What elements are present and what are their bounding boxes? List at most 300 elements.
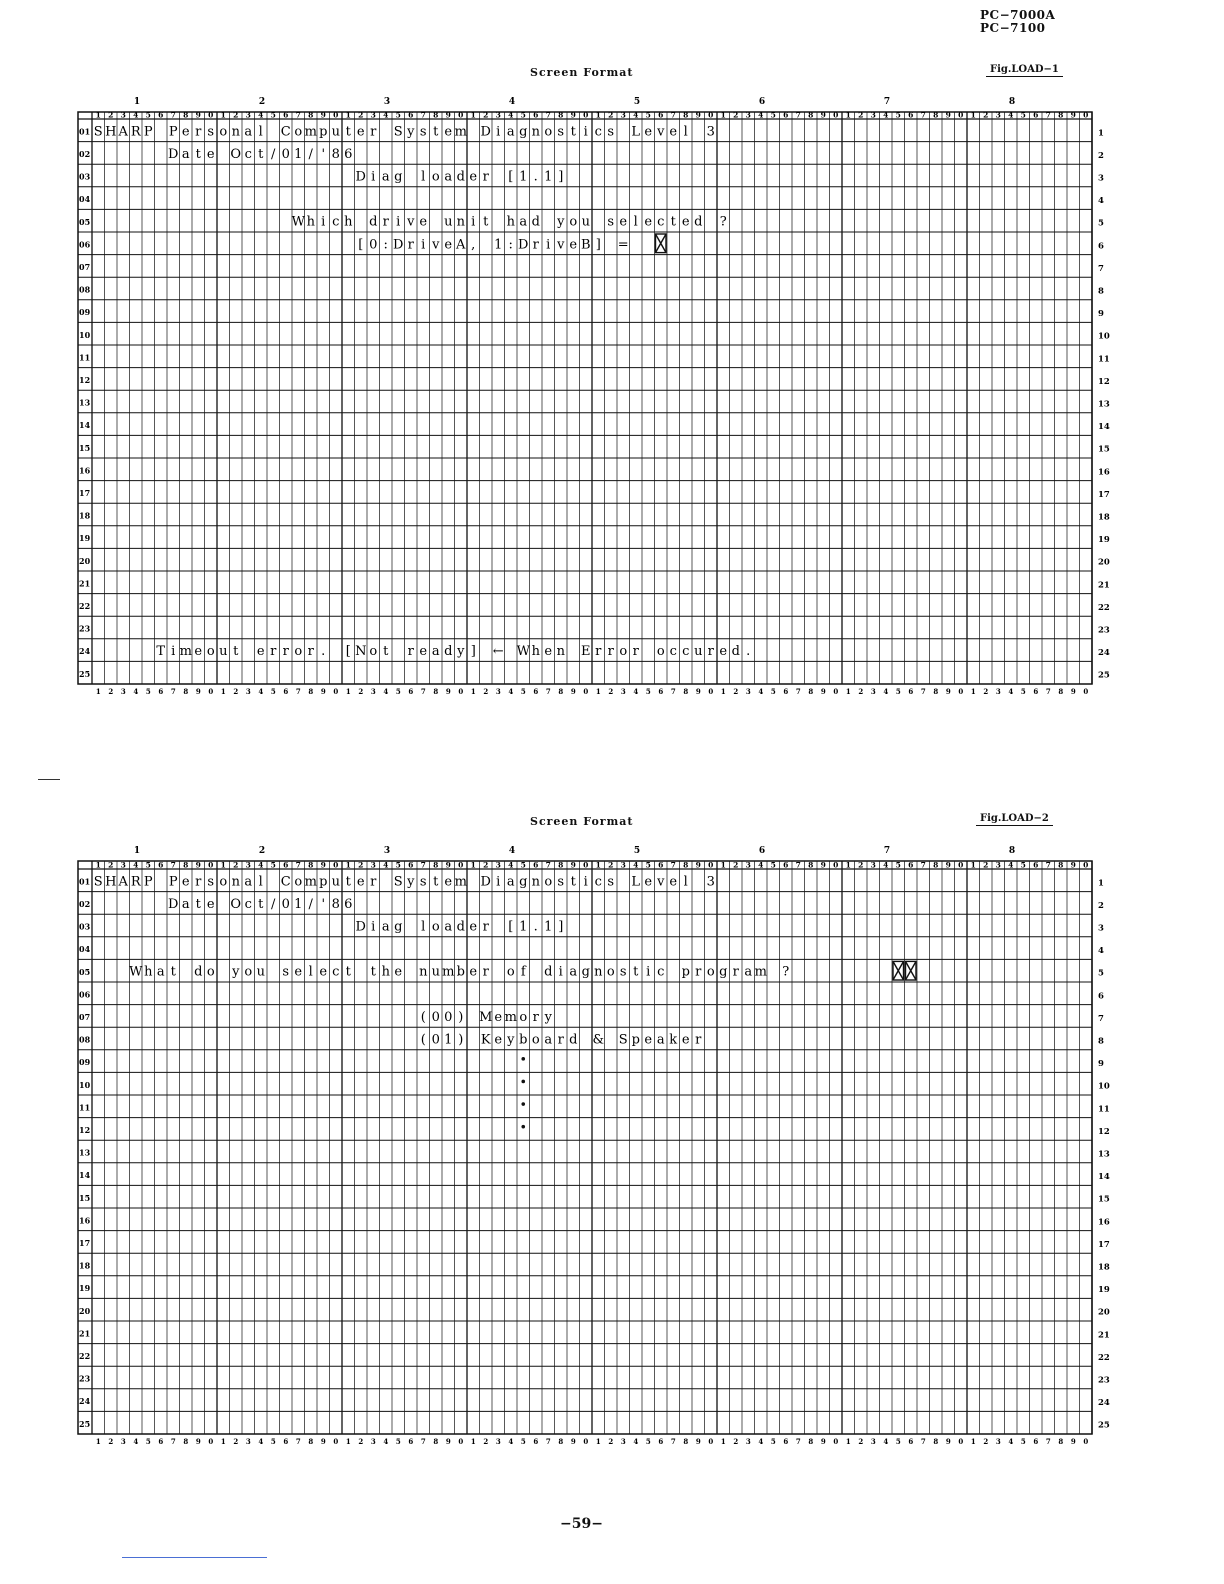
bottom-col-digit: 3 xyxy=(620,1437,626,1446)
screen-char: l xyxy=(258,874,263,890)
screen-char: o xyxy=(506,964,515,980)
col-digit: 6 xyxy=(1033,110,1039,120)
bottom-col-digit: 0 xyxy=(833,1437,839,1446)
col-digit: 3 xyxy=(120,860,126,870)
screen-char: v xyxy=(657,124,665,140)
screen-char: r xyxy=(532,1009,539,1025)
screen-char: A xyxy=(118,124,128,140)
screen-char: m xyxy=(454,124,467,140)
screen-char: s xyxy=(607,214,615,230)
bottom-col-digit: 6 xyxy=(658,1437,664,1446)
bottom-col-digit: 4 xyxy=(258,687,264,696)
bottom-col-digit: 0 xyxy=(458,687,464,696)
screen-char: H xyxy=(105,874,117,890)
screen-char: o xyxy=(294,874,303,890)
screen-char: e xyxy=(181,874,190,890)
screen-char: t xyxy=(258,146,264,162)
screen-char: W xyxy=(129,964,143,980)
row-label: 01 xyxy=(79,126,91,137)
bottom-col-digit: 9 xyxy=(570,687,576,696)
bottom-col-digit: 9 xyxy=(445,1437,451,1446)
screen-char: r xyxy=(632,644,639,660)
screen-char: a xyxy=(744,964,753,980)
col-digit: 6 xyxy=(1033,860,1039,870)
screen-char: e xyxy=(644,214,653,230)
col-digit: 5 xyxy=(1020,860,1026,870)
bottom-col-digit: 2 xyxy=(108,1437,114,1446)
screen-char: D xyxy=(393,237,404,253)
bottom-col-digit: 9 xyxy=(320,1437,326,1446)
col-digit: 9 xyxy=(1070,110,1076,120)
right-row-label: 18 xyxy=(1098,512,1110,523)
bottom-col-digit: 8 xyxy=(933,687,939,696)
col-digit: 9 xyxy=(445,110,451,120)
screen-char: . xyxy=(746,644,751,660)
col-digit: 0 xyxy=(208,860,214,870)
col-digit: 6 xyxy=(283,860,289,870)
screen-char: t xyxy=(195,896,201,912)
screen-char: i xyxy=(583,124,588,140)
screen-char: h xyxy=(381,964,390,980)
screen-char: s xyxy=(207,124,215,140)
bottom-col-digit: 8 xyxy=(433,1437,439,1446)
bottom-col-digit: 7 xyxy=(545,1437,551,1446)
row-label: 08 xyxy=(79,284,91,295)
tens-label: 6 xyxy=(758,97,766,107)
col-digit: 0 xyxy=(333,860,339,870)
bottom-col-digit: 5 xyxy=(895,1437,901,1446)
screen-char: a xyxy=(544,1032,553,1048)
screen-char: f xyxy=(520,964,526,980)
tens-label: 5 xyxy=(633,846,641,856)
screen-char: g xyxy=(581,964,590,980)
screen-char: i xyxy=(546,237,551,253)
right-row-label: 19 xyxy=(1098,1285,1110,1296)
col-digit: 0 xyxy=(333,110,339,120)
screen-char: 3 xyxy=(706,124,715,140)
screen-char: y xyxy=(407,124,415,140)
col-digit: 9 xyxy=(1070,860,1076,870)
col-digit: 3 xyxy=(370,860,376,870)
bottom-col-digit: 5 xyxy=(145,1437,151,1446)
screen-char: m xyxy=(179,644,192,660)
screen-char: l xyxy=(258,124,263,140)
col-digit: 1 xyxy=(220,110,226,120)
screen-char: h xyxy=(144,964,153,980)
col-digit: 3 xyxy=(620,110,626,120)
right-row-label: 20 xyxy=(1098,557,1110,568)
screen-char: & xyxy=(592,1032,605,1048)
col-digit: 4 xyxy=(133,110,139,120)
screen-char: o xyxy=(569,214,578,230)
tens-label: 8 xyxy=(1008,97,1016,107)
bottom-col-digit: 3 xyxy=(495,1437,501,1446)
screen-char: n xyxy=(419,964,428,980)
col-digit: 6 xyxy=(533,110,539,120)
footer-rule xyxy=(122,1557,267,1558)
row-label: 23 xyxy=(79,1373,91,1384)
bottom-col-digit: 5 xyxy=(1020,687,1026,696)
screen-char: t xyxy=(433,124,439,140)
screen-char: p xyxy=(319,124,328,140)
row-label: 16 xyxy=(79,1215,91,1226)
screen-char: p xyxy=(319,874,328,890)
col-digit: 0 xyxy=(833,860,839,870)
screen-char: M xyxy=(479,1009,493,1025)
col-digit: 1 xyxy=(595,110,601,120)
screen-char: e xyxy=(444,124,453,140)
screen-char: D xyxy=(168,896,179,912)
col-digit: 1 xyxy=(470,110,476,120)
bottom-col-digit: 8 xyxy=(558,1437,564,1446)
bottom-col-digit: 0 xyxy=(583,1437,589,1446)
grid-frame xyxy=(78,861,1092,1434)
col-digit: 7 xyxy=(295,110,301,120)
bottom-col-digit: 2 xyxy=(233,687,239,696)
bottom-col-digit: 8 xyxy=(808,1437,814,1446)
col-digit: 8 xyxy=(683,110,689,120)
bottom-col-digit: 8 xyxy=(1058,687,1064,696)
bottom-col-digit: 0 xyxy=(1083,687,1089,696)
col-digit: 4 xyxy=(1008,110,1014,120)
col-digit: 4 xyxy=(633,860,639,870)
col-digit: 3 xyxy=(370,110,376,120)
sheet-2-fig-label: Fig.LOAD−2 xyxy=(976,813,1053,826)
right-row-label: 17 xyxy=(1098,1239,1110,1250)
screen-char: t xyxy=(170,964,176,980)
col-digit: 2 xyxy=(983,860,989,870)
screen-char: 8 xyxy=(331,146,340,162)
screen-char: h xyxy=(344,214,353,230)
bottom-col-digit: 7 xyxy=(295,687,301,696)
bottom-col-digit: 5 xyxy=(270,687,276,696)
screen-char: 3 xyxy=(706,874,715,890)
row-label: 13 xyxy=(79,1147,91,1158)
row-label: 04 xyxy=(79,944,91,955)
col-digit: 3 xyxy=(495,110,501,120)
bottom-col-digit: 7 xyxy=(795,1437,801,1446)
screen-char: 0 xyxy=(281,896,290,912)
bottom-col-digit: 9 xyxy=(695,1437,701,1446)
bottom-col-digit: 6 xyxy=(1033,687,1039,696)
row-label: 15 xyxy=(79,442,91,453)
row-label: 11 xyxy=(79,1102,91,1113)
bottom-col-digit: 1 xyxy=(970,687,976,696)
screen-char: y xyxy=(544,1009,552,1025)
row-label: 12 xyxy=(79,374,91,385)
screen-char: i xyxy=(558,964,563,980)
col-digit: 6 xyxy=(408,110,414,120)
screen-char: e xyxy=(644,874,653,890)
bottom-col-digit: 2 xyxy=(858,687,864,696)
screen-char: ] xyxy=(558,169,564,185)
screen-char: s xyxy=(557,124,565,140)
col-digit: 8 xyxy=(683,860,689,870)
screen-char: r xyxy=(370,874,377,890)
screen-char: i xyxy=(371,169,376,185)
right-row-label: 9 xyxy=(1098,1059,1104,1070)
bottom-col-digit: 8 xyxy=(808,687,814,696)
row-label: 14 xyxy=(79,1170,91,1181)
col-digit: 4 xyxy=(133,860,139,870)
screen-char: S xyxy=(93,874,103,890)
screen-char: e xyxy=(469,919,478,935)
bottom-col-digit: 9 xyxy=(195,1437,201,1446)
right-row-label: 1 xyxy=(1098,878,1104,889)
screen-char: i xyxy=(496,124,501,140)
screen-char: r xyxy=(595,644,602,660)
sheet-2-title: Screen Format xyxy=(530,815,634,828)
screen-char: c xyxy=(244,896,252,912)
screen-char: D xyxy=(480,124,491,140)
bottom-col-digit: 0 xyxy=(708,1437,714,1446)
bottom-col-digit: 6 xyxy=(658,687,664,696)
screen-char: T xyxy=(156,644,166,660)
col-digit: 1 xyxy=(220,860,226,870)
bottom-col-digit: 5 xyxy=(770,687,776,696)
col-digit: 7 xyxy=(920,860,926,870)
bottom-col-digit: 9 xyxy=(1070,687,1076,696)
screen-char: t xyxy=(345,124,351,140)
row-label: 14 xyxy=(79,420,91,431)
row-label: 02 xyxy=(79,148,91,159)
screen-char: [ xyxy=(345,644,351,660)
continuation-dot xyxy=(521,1125,525,1129)
bottom-col-digit: 3 xyxy=(370,1437,376,1446)
screen-char: 0 xyxy=(369,237,378,253)
screen-char: ? xyxy=(719,214,727,230)
bottom-col-digit: 6 xyxy=(908,687,914,696)
col-digit: 3 xyxy=(995,860,1001,870)
bottom-col-digit: 4 xyxy=(508,687,514,696)
screen-char: e xyxy=(719,644,728,660)
screen-char: o xyxy=(544,124,553,140)
model-number-1: PC−7000A xyxy=(980,8,1056,22)
screen-char: s xyxy=(207,874,215,890)
screen-char: r xyxy=(382,214,389,230)
screen-char: h xyxy=(506,214,515,230)
col-digit: 8 xyxy=(933,860,939,870)
bottom-col-digit: 0 xyxy=(458,1437,464,1446)
screen-char: C xyxy=(280,874,291,890)
col-digit: 6 xyxy=(908,110,914,120)
col-digit: 6 xyxy=(658,860,664,870)
screen-char: D xyxy=(518,237,529,253)
col-digit: 5 xyxy=(395,110,401,120)
bottom-col-digit: 2 xyxy=(233,1437,239,1446)
bottom-col-digit: 7 xyxy=(295,1437,301,1446)
screen-char: 6 xyxy=(344,146,353,162)
col-digit: 7 xyxy=(295,860,301,870)
bottom-col-digit: 3 xyxy=(870,687,876,696)
row-label: 22 xyxy=(79,600,91,611)
screen-char: 0 xyxy=(431,1009,440,1025)
bottom-col-digit: 1 xyxy=(845,1437,851,1446)
screen-char: c xyxy=(669,644,677,660)
screen-char: s xyxy=(282,964,290,980)
screen-char: a xyxy=(506,124,515,140)
right-row-label: 6 xyxy=(1098,241,1104,252)
col-digit: 1 xyxy=(345,860,351,870)
screen-char: c xyxy=(682,644,690,660)
bottom-col-digit: 0 xyxy=(708,687,714,696)
bottom-col-digit: 0 xyxy=(208,1437,214,1446)
tens-label: 7 xyxy=(883,846,891,856)
col-digit: 2 xyxy=(358,110,364,120)
bottom-col-digit: 0 xyxy=(208,687,214,696)
col-digit: 6 xyxy=(783,860,789,870)
col-digit: 5 xyxy=(1020,110,1026,120)
col-digit: 1 xyxy=(845,860,851,870)
screen-char: o xyxy=(656,644,665,660)
bottom-col-digit: 6 xyxy=(908,1437,914,1446)
screen-char: o xyxy=(294,124,303,140)
col-digit: 3 xyxy=(870,860,876,870)
screen-char: o xyxy=(206,644,215,660)
row-label: 04 xyxy=(79,194,91,205)
screen-char: b xyxy=(456,964,465,980)
row-label: 24 xyxy=(79,1396,91,1407)
col-digit: 4 xyxy=(883,110,889,120)
bottom-col-digit: 4 xyxy=(258,1437,264,1446)
bottom-col-digit: 1 xyxy=(595,1437,601,1446)
screen-char: l xyxy=(308,964,313,980)
screen-char: y xyxy=(232,964,240,980)
bottom-col-digit: 5 xyxy=(895,687,901,696)
screen-char: e xyxy=(569,237,578,253)
screen-char: n xyxy=(456,214,465,230)
screen-char: a xyxy=(381,919,390,935)
screen-char: d xyxy=(456,919,465,935)
col-digit: 1 xyxy=(720,860,726,870)
screen-char: r xyxy=(482,964,489,980)
bottom-col-digit: 3 xyxy=(620,687,626,696)
screen-char: t xyxy=(570,874,576,890)
col-digit: 0 xyxy=(1083,110,1089,120)
screen-char: u xyxy=(444,214,453,230)
screen-char: o xyxy=(206,964,215,980)
screen-char: B xyxy=(580,237,591,253)
screen-char: e xyxy=(444,237,453,253)
screen-char: i xyxy=(583,874,588,890)
row-label: 05 xyxy=(79,216,91,227)
screen-char: p xyxy=(681,964,690,980)
col-digit: 7 xyxy=(420,110,426,120)
screen-char: e xyxy=(669,124,678,140)
bottom-col-digit: 2 xyxy=(983,687,989,696)
screen-char: u xyxy=(694,644,703,660)
tens-label: 3 xyxy=(383,97,391,107)
col-digit: 2 xyxy=(608,110,614,120)
screen-char: ] xyxy=(595,237,601,253)
screen-char: e xyxy=(469,169,478,185)
screen-char: D xyxy=(355,169,366,185)
bottom-col-digit: 8 xyxy=(683,1437,689,1446)
screen-char: e xyxy=(419,214,428,230)
screen-char: s xyxy=(607,124,615,140)
screen-char: t xyxy=(570,124,576,140)
col-digit: 2 xyxy=(858,860,864,870)
screen-char: e xyxy=(256,644,265,660)
bottom-col-digit: 6 xyxy=(408,687,414,696)
screen-char: i xyxy=(171,644,176,660)
col-digit: 9 xyxy=(195,860,201,870)
screen-char: n xyxy=(594,964,603,980)
row-label: 21 xyxy=(79,1328,91,1339)
screen-char: e xyxy=(644,124,653,140)
col-digit: 8 xyxy=(1058,110,1064,120)
bottom-col-digit: 9 xyxy=(1070,1437,1076,1446)
bottom-col-digit: 7 xyxy=(1045,687,1051,696)
screen-char: u xyxy=(331,874,340,890)
bottom-col-digit: 1 xyxy=(345,687,351,696)
screen-char: g xyxy=(519,874,528,890)
bottom-col-digit: 6 xyxy=(1033,1437,1039,1446)
right-row-label: 20 xyxy=(1098,1307,1110,1318)
col-digit: 4 xyxy=(758,110,764,120)
row-label: 19 xyxy=(79,1283,91,1294)
screen-char: t xyxy=(233,644,239,660)
col-digit: 0 xyxy=(583,860,589,870)
col-digit: 7 xyxy=(670,860,676,870)
screen-char: a xyxy=(444,169,453,185)
bottom-col-digit: 9 xyxy=(820,1437,826,1446)
screen-char: n xyxy=(531,874,540,890)
screen-char: P xyxy=(168,124,178,140)
screen-char: i xyxy=(321,214,326,230)
screen-char: t xyxy=(633,964,639,980)
screen-char: r xyxy=(607,644,614,660)
bottom-col-digit: 9 xyxy=(445,687,451,696)
bottom-col-digit: 5 xyxy=(395,1437,401,1446)
col-digit: 9 xyxy=(320,110,326,120)
col-digit: 7 xyxy=(170,110,176,120)
bottom-col-digit: 0 xyxy=(1083,1437,1089,1446)
row-label: 03 xyxy=(79,921,91,932)
sheet-1-fig-label: Fig.LOAD−1 xyxy=(986,64,1063,77)
right-row-label: 11 xyxy=(1098,1104,1110,1115)
col-digit: 8 xyxy=(433,860,439,870)
screen-char: o xyxy=(519,1009,528,1025)
screen-char: e xyxy=(206,896,215,912)
screen-char: i xyxy=(496,874,501,890)
screen-char: a xyxy=(431,644,440,660)
right-row-label: 8 xyxy=(1098,286,1104,297)
col-digit: 7 xyxy=(545,860,551,870)
col-digit: 4 xyxy=(508,860,514,870)
row-label: 25 xyxy=(79,1418,91,1429)
col-digit: 2 xyxy=(233,860,239,870)
screen-char: e xyxy=(206,146,215,162)
screen-char: ← xyxy=(492,644,504,660)
col-digit: 0 xyxy=(833,110,839,120)
bottom-col-digit: 6 xyxy=(283,687,289,696)
screen-char: A xyxy=(456,237,466,253)
right-row-label: 6 xyxy=(1098,991,1104,1002)
right-row-label: 4 xyxy=(1098,946,1104,957)
right-row-label: 21 xyxy=(1098,580,1110,591)
bottom-col-digit: 4 xyxy=(633,687,639,696)
screen-char: g xyxy=(394,169,403,185)
col-digit: 3 xyxy=(245,110,251,120)
col-digit: 2 xyxy=(233,110,239,120)
right-row-label: 25 xyxy=(1098,670,1110,681)
row-label: 24 xyxy=(79,646,91,657)
screen-char: e xyxy=(419,644,428,660)
bottom-col-digit: 1 xyxy=(95,1437,101,1446)
tens-label: 8 xyxy=(1008,846,1016,856)
bottom-col-digit: 0 xyxy=(958,687,964,696)
